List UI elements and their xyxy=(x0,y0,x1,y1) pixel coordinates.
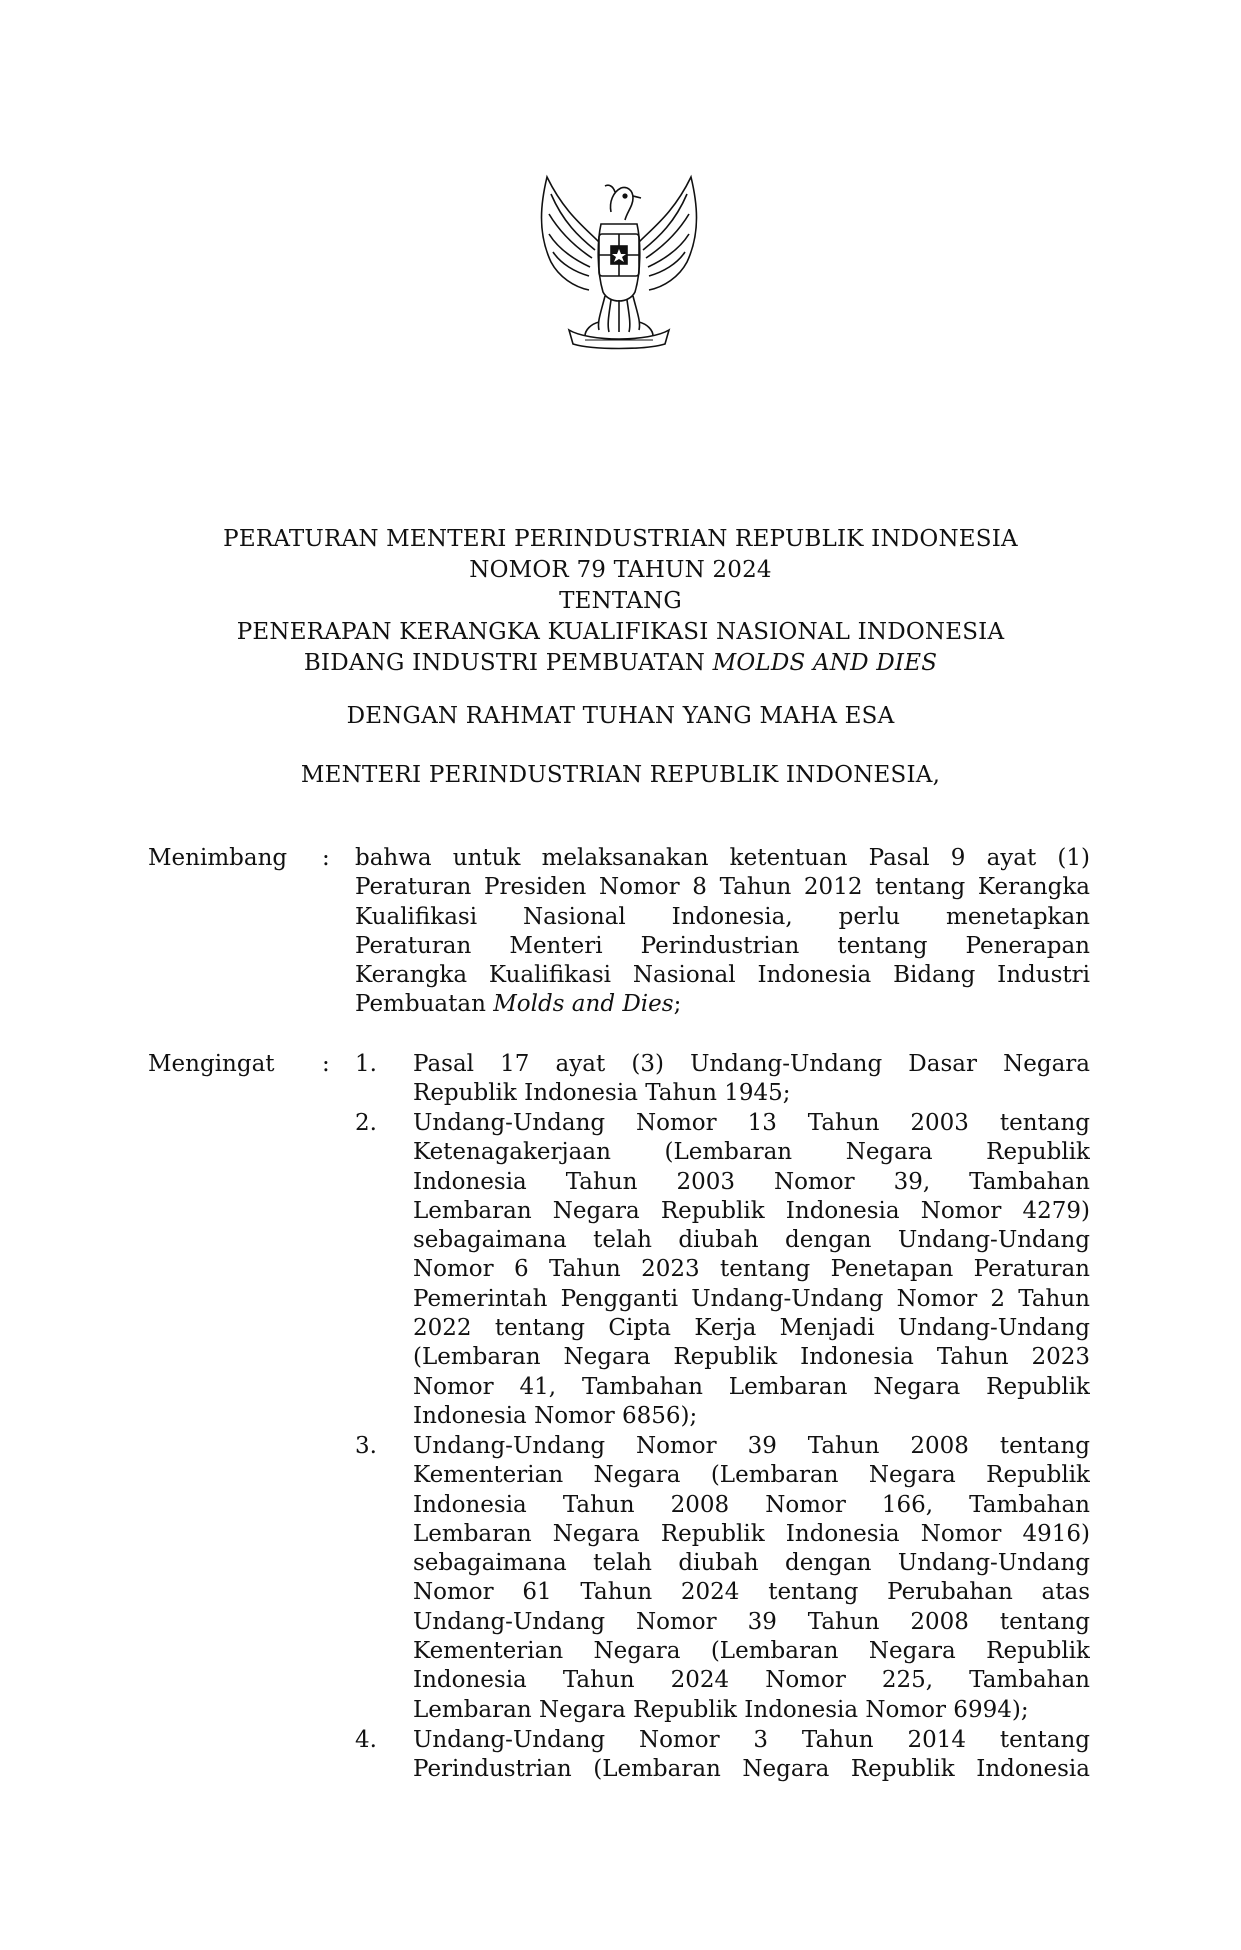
regulation-title xyxy=(0,524,1241,679)
text-line: Republik Indonesia Tahun 1945; xyxy=(413,1080,791,1107)
text-line: Peraturan Presiden Nomor 8 Tahun 2012 tentang Kerangka xyxy=(355,874,1090,901)
text-line: Nomor 41, Tambahan Lembaran Negara Republik xyxy=(413,1373,1090,1400)
text-line: Undang-Undang Nomor 13 Tahun 2003 tentang xyxy=(413,1110,1090,1136)
text-line: Nomor 6 Tahun 2023 tentang Penetapan Peraturan xyxy=(413,1256,1090,1283)
text-line: Pasal 17 ayat (3) Undang-Undang Dasar Negara xyxy=(413,1051,1090,1077)
menimbang-last-prefix: Pembuatan xyxy=(355,991,486,1018)
text-line: Indonesia Tahun 2008 Nomor 166, Tambahan xyxy=(413,1491,1090,1518)
item-number: 3. xyxy=(355,1433,377,1459)
menimbang-colon: : xyxy=(322,845,330,871)
text-line: sebagaimana telah diubah dengan Undang-Undang xyxy=(413,1550,1090,1577)
text-line: Pemerintah Pengganti Undang-Undang Nomor 2 Tahun xyxy=(413,1285,1090,1312)
text-line: Lembaran Negara Republik Indonesia Nomor 4279) xyxy=(413,1197,1090,1224)
legal-basis-item xyxy=(413,1109,1090,1431)
item-number: 2. xyxy=(355,1110,377,1136)
legal-basis-item xyxy=(413,1050,1090,1109)
garuda-pancasila-emblem xyxy=(529,172,709,350)
text-line: Perindustrian (Lembaran Negara Republik Indonesia xyxy=(413,1756,1090,1783)
legal-basis-item xyxy=(413,1726,1090,1785)
title-line: TENTANG xyxy=(559,588,682,614)
text-line: Kementerian Negara (Lembaran Negara Republik xyxy=(413,1462,1090,1489)
title-last-italic: MOLDS AND DIES xyxy=(712,650,938,676)
text-line: Lembaran Negara Republik Indonesia Nomor 6994); xyxy=(413,1696,1029,1723)
menimbang-label: Menimbang xyxy=(148,845,288,871)
item-number: 1. xyxy=(355,1051,377,1077)
text-line: Kementerian Negara (Lembaran Negara Republik xyxy=(413,1638,1090,1665)
text-line: sebagaimana telah diubah dengan Undang-Undang xyxy=(413,1227,1090,1254)
text-line: (Lembaran Negara Republik Indonesia Tahun 2023 xyxy=(413,1344,1090,1371)
text-line: Undang-Undang Nomor 39 Tahun 2008 tentang xyxy=(413,1608,1090,1635)
text-line: Nomor 61 Tahun 2024 tentang Perubahan atas xyxy=(413,1579,1090,1606)
text-line: Kerangka Kualifikasi Nasional Indonesia Bidang Industri xyxy=(355,962,1090,989)
text-line: bahwa untuk melaksanakan ketentuan Pasal 9 ayat (1) xyxy=(355,845,1090,871)
text-line: Ketenagakerjaan (Lembaran Negara Republik xyxy=(413,1139,1090,1166)
text-line: 2022 tentang Cipta Kerja Menjadi Undang-Undang xyxy=(413,1315,1090,1342)
text-line: Kualifikasi Nasional Indonesia, perlu menetapkan xyxy=(355,903,1090,930)
title-line: NOMOR 79 TAHUN 2024 xyxy=(469,557,772,583)
text-line xyxy=(355,990,1090,1019)
title-line xyxy=(0,648,1241,679)
text-line: Indonesia Tahun 2024 Nomor 225, Tambahan xyxy=(413,1667,1090,1694)
title-last-prefix: BIDANG INDUSTRI PEMBUATAN xyxy=(303,650,706,676)
title-line: PENERAPAN KERANGKA KUALIFIKASI NASIONAL INDONESIA xyxy=(236,619,1005,645)
text-line: Undang-Undang Nomor 39 Tahun 2008 tentang xyxy=(413,1433,1090,1459)
text-line: Lembaran Negara Republik Indonesia Nomor 4916) xyxy=(413,1520,1090,1547)
legal-basis-item xyxy=(413,1432,1090,1725)
mengingat-colon: : xyxy=(322,1051,330,1077)
minister-line: MENTERI PERINDUSTRIAN REPUBLIK INDONESIA, xyxy=(300,762,941,788)
menimbang-last-suffix: ; xyxy=(673,991,682,1018)
item-number: 4. xyxy=(355,1727,377,1753)
text-line: Undang-Undang Nomor 3 Tahun 2014 tentang xyxy=(413,1727,1090,1753)
text-line: Indonesia Tahun 2003 Nomor 39, Tambahan xyxy=(413,1168,1090,1195)
menimbang-last-italic: Molds and Dies xyxy=(493,991,674,1018)
text-line: Indonesia Nomor 6856); xyxy=(413,1402,698,1429)
title-line: PERATURAN MENTERI PERINDUSTRIAN REPUBLIK INDONESIA xyxy=(223,526,1018,552)
blessing-line: DENGAN RAHMAT TUHAN YANG MAHA ESA xyxy=(346,703,895,729)
text-line: Peraturan Menteri Perindustrian tentang Penerapan xyxy=(355,932,1090,959)
mengingat-label: Mengingat xyxy=(148,1051,275,1077)
menimbang-text xyxy=(355,844,1090,1020)
